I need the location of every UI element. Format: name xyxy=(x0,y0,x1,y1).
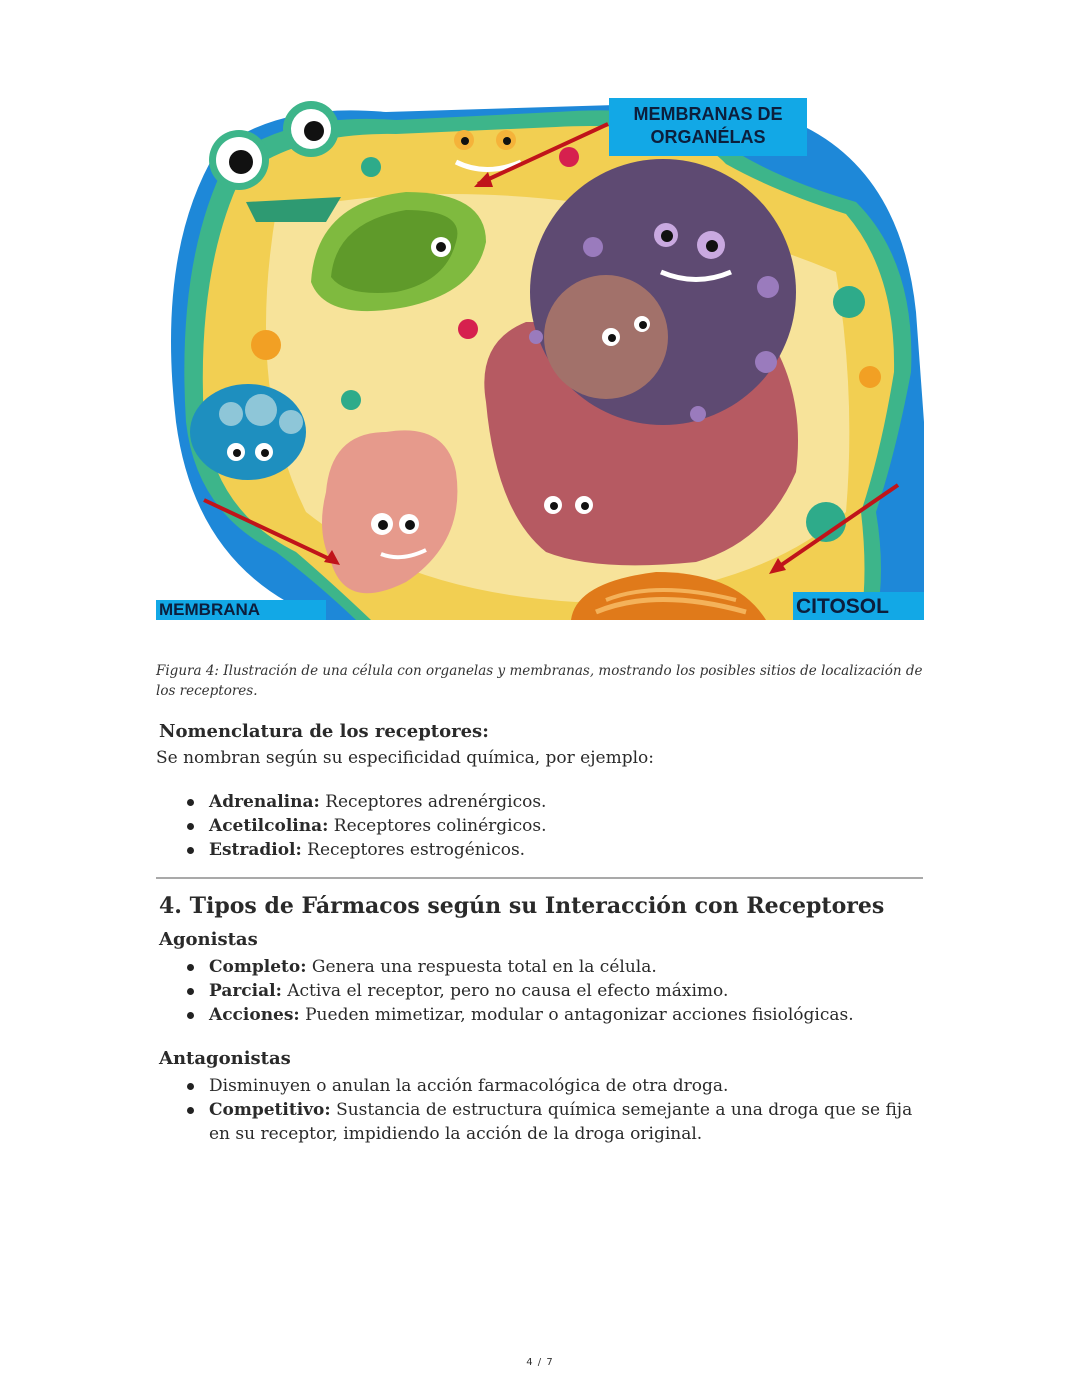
list-item: Adrenalina: Receptores adrenérgicos. xyxy=(156,790,926,814)
label-membrana: MEMBRANA xyxy=(156,600,326,620)
nomenclatura-list xyxy=(156,790,926,862)
list-item: Completo: Genera una respuesta total en la célula. xyxy=(156,955,926,979)
list-item: Acciones: Pueden mimetizar, modular o antagonizar acciones fisiológicas. xyxy=(156,1003,926,1027)
section-title: 4. Tipos de Fármacos según su Interacción con Receptores xyxy=(159,893,885,919)
page-number: 4 / 7 xyxy=(526,1357,554,1368)
list-item: Competitivo: Sustancia de estructura química semejante a una droga que se fija en su receptor, impidiendo la acción de la droga original. xyxy=(156,1098,926,1146)
list-item: Estradiol: Receptores estrogénicos. xyxy=(156,838,926,862)
list-item: Parcial: Activa el receptor, pero no causa el efecto máximo. xyxy=(156,979,926,1003)
heading-nomenclatura: Nomenclatura de los receptores: xyxy=(159,721,489,742)
nomenclatura-intro: Se nombran según su especificidad química, por ejemplo: xyxy=(156,748,654,768)
list-item: Acetilcolina: Receptores colinérgicos. xyxy=(156,814,926,838)
figure-caption: Figura 4: Ilustración de una célula con organelas y membranas, mostrando los posibles sitios de localización de los receptores. xyxy=(156,663,923,699)
list-item: Disminuyen o anulan la acción farmacológica de otra droga. xyxy=(156,1074,926,1098)
antagonistas-list xyxy=(156,1074,926,1146)
label-organelas-line2: ORGANÉLAS xyxy=(650,127,766,147)
heading-antagonistas: Antagonistas xyxy=(159,1048,291,1069)
heading-agonistas: Agonistas xyxy=(159,929,258,950)
agonistas-list xyxy=(156,955,926,1027)
label-organelas-line1: MEMBRANAS DE xyxy=(633,104,783,124)
label-membranas-de-organelas xyxy=(609,98,807,156)
label-citosol: CITOSOL xyxy=(793,592,924,620)
cell-illustration xyxy=(156,92,924,620)
horizontal-divider xyxy=(156,877,923,879)
